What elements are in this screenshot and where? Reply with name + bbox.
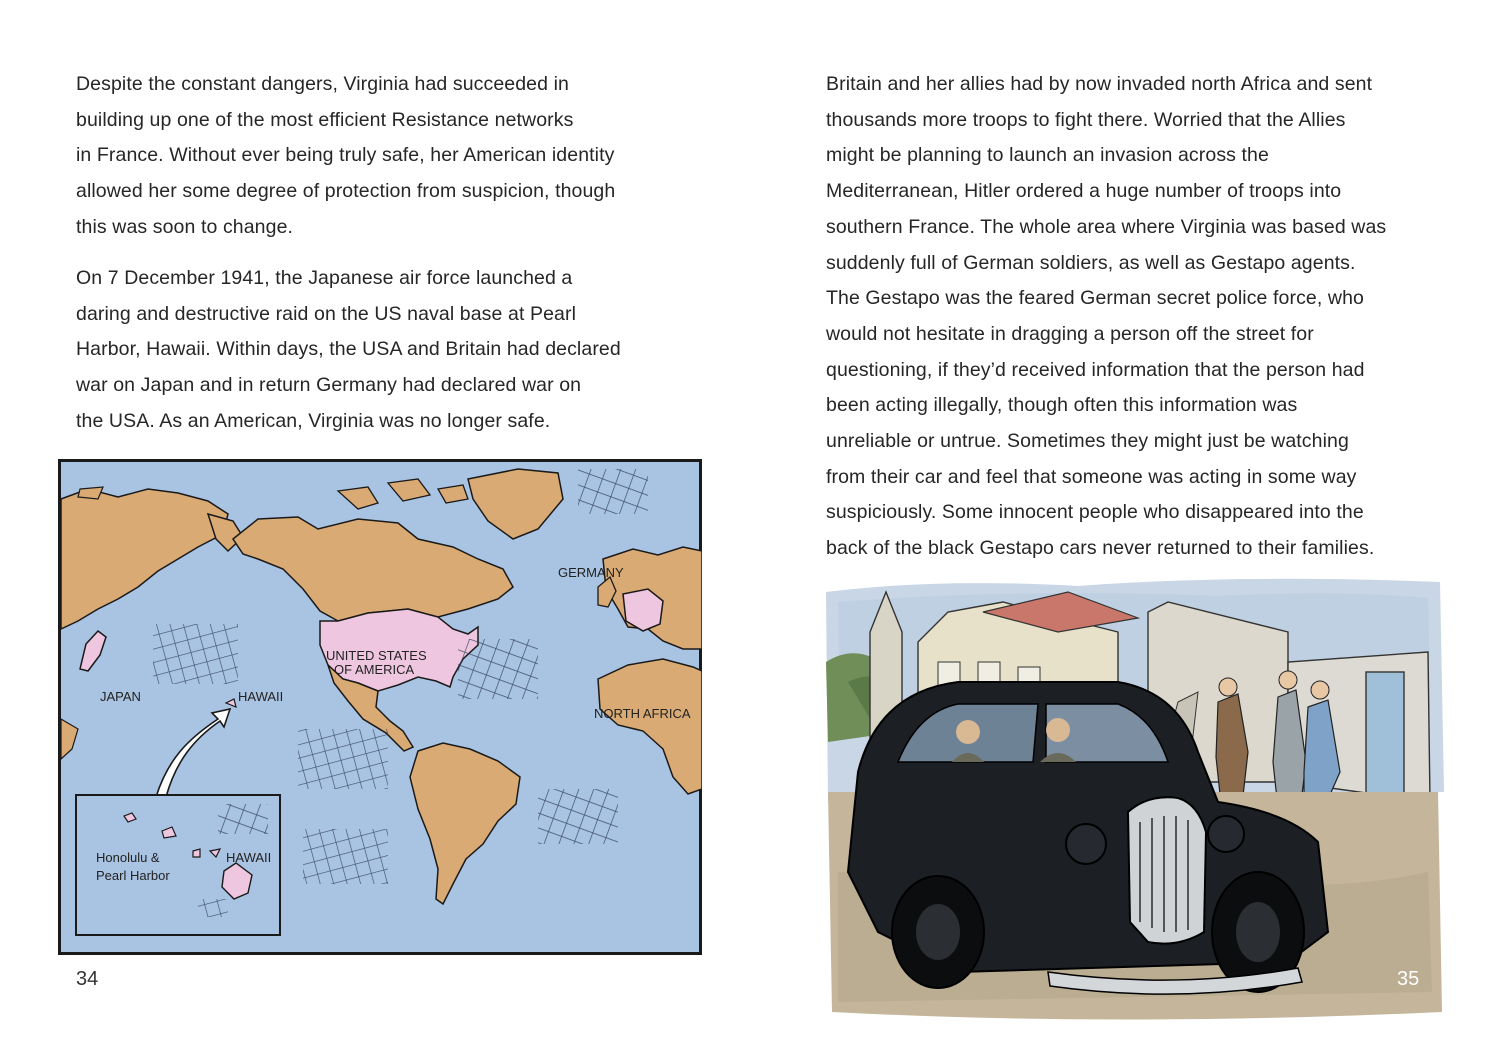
text-line: Harbor, Hawaii. Within days, the USA and Britain had declared <box>76 338 621 361</box>
inset-island <box>193 849 200 857</box>
text-line: from their car and feel that someone was acting in some way <box>826 465 1357 488</box>
text-line: questioning, if they’d received information that the person had <box>826 358 1365 381</box>
ocean-hatch <box>538 789 618 844</box>
text-line: war on Japan and in return Germany had declared war on <box>76 374 582 397</box>
world-map <box>58 459 702 955</box>
ocean-hatch <box>303 829 388 884</box>
text-line: Despite the constant dangers, Virginia had succeeded in <box>76 73 569 95</box>
text-line: in France. Without ever being truly safe, her American identity <box>76 144 615 167</box>
inset-hatch <box>198 899 228 917</box>
text-line: this was soon to change. <box>76 215 294 238</box>
ocean-hatch <box>298 729 388 789</box>
label-japan: JAPAN <box>100 689 141 704</box>
text-line: back of the black Gestapo cars never returned to their families. <box>826 537 1375 560</box>
left-paragraph-2 <box>76 261 621 440</box>
ocean-hatch <box>458 639 538 699</box>
ocean-hatch <box>153 624 238 684</box>
text-line: building up one of the most efficient Resistance networks <box>76 108 574 131</box>
text-line: On 7 December 1941, the Japanese air force launched a <box>76 267 573 289</box>
right-paragraph-1 <box>826 67 1386 567</box>
text-line: been acting illegally, though often this information was <box>826 394 1298 417</box>
text-line: The Gestapo was the feared German secret police force, who <box>826 287 1364 310</box>
alaska-small <box>78 487 103 499</box>
page-number-right: 35 <box>1397 968 1420 990</box>
label-hawaii: HAWAII <box>238 689 284 704</box>
label-north-africa: NORTH AFRICA <box>594 706 691 721</box>
text-line: daring and destructive raid on the US naval base at Pearl <box>76 302 576 325</box>
text-line: suspiciously. Some innocent people who disappeared into the <box>826 501 1364 524</box>
text-line: the USA. As an American, Virginia was no longer safe. <box>76 409 551 432</box>
text-line: southern France. The whole area where Virginia was based was <box>826 215 1387 238</box>
text-line: suddenly full of German soldiers, as well as Gestapo agents. <box>826 251 1356 274</box>
inset-hatch <box>218 804 268 834</box>
text-line: might be planning to launch an invasion across the <box>826 144 1269 167</box>
text-line: would not hesitate in dragging a person off the street for <box>826 322 1314 345</box>
text-line: thousands more troops to fight there. Worried that the Allies <box>826 108 1346 131</box>
gestapo-car-illustration <box>818 572 1448 1032</box>
label-usa-line2: OF AMERICA <box>334 662 415 677</box>
text-line: unreliable or untrue. Sometimes they might just be watching <box>826 430 1349 453</box>
text-line: allowed her some degree of protection from suspicion, though <box>76 180 616 203</box>
label-germany: GERMANY <box>558 565 624 580</box>
text-line: Britain and her allies had by now invaded north Africa and sent <box>826 73 1373 95</box>
label-inset-hawaii: HAWAII <box>226 850 272 865</box>
label-honolulu-line1: Honolulu & <box>96 850 160 865</box>
ocean-hatch <box>578 469 648 514</box>
text-line: Mediterranean, Hitler ordered a huge number of troops into <box>826 180 1342 203</box>
label-honolulu-line2: Pearl Harbor <box>96 868 170 883</box>
label-usa-line1: UNITED STATES <box>326 648 427 663</box>
page-number-left: 34 <box>76 968 99 990</box>
left-paragraph-1 <box>76 67 615 246</box>
